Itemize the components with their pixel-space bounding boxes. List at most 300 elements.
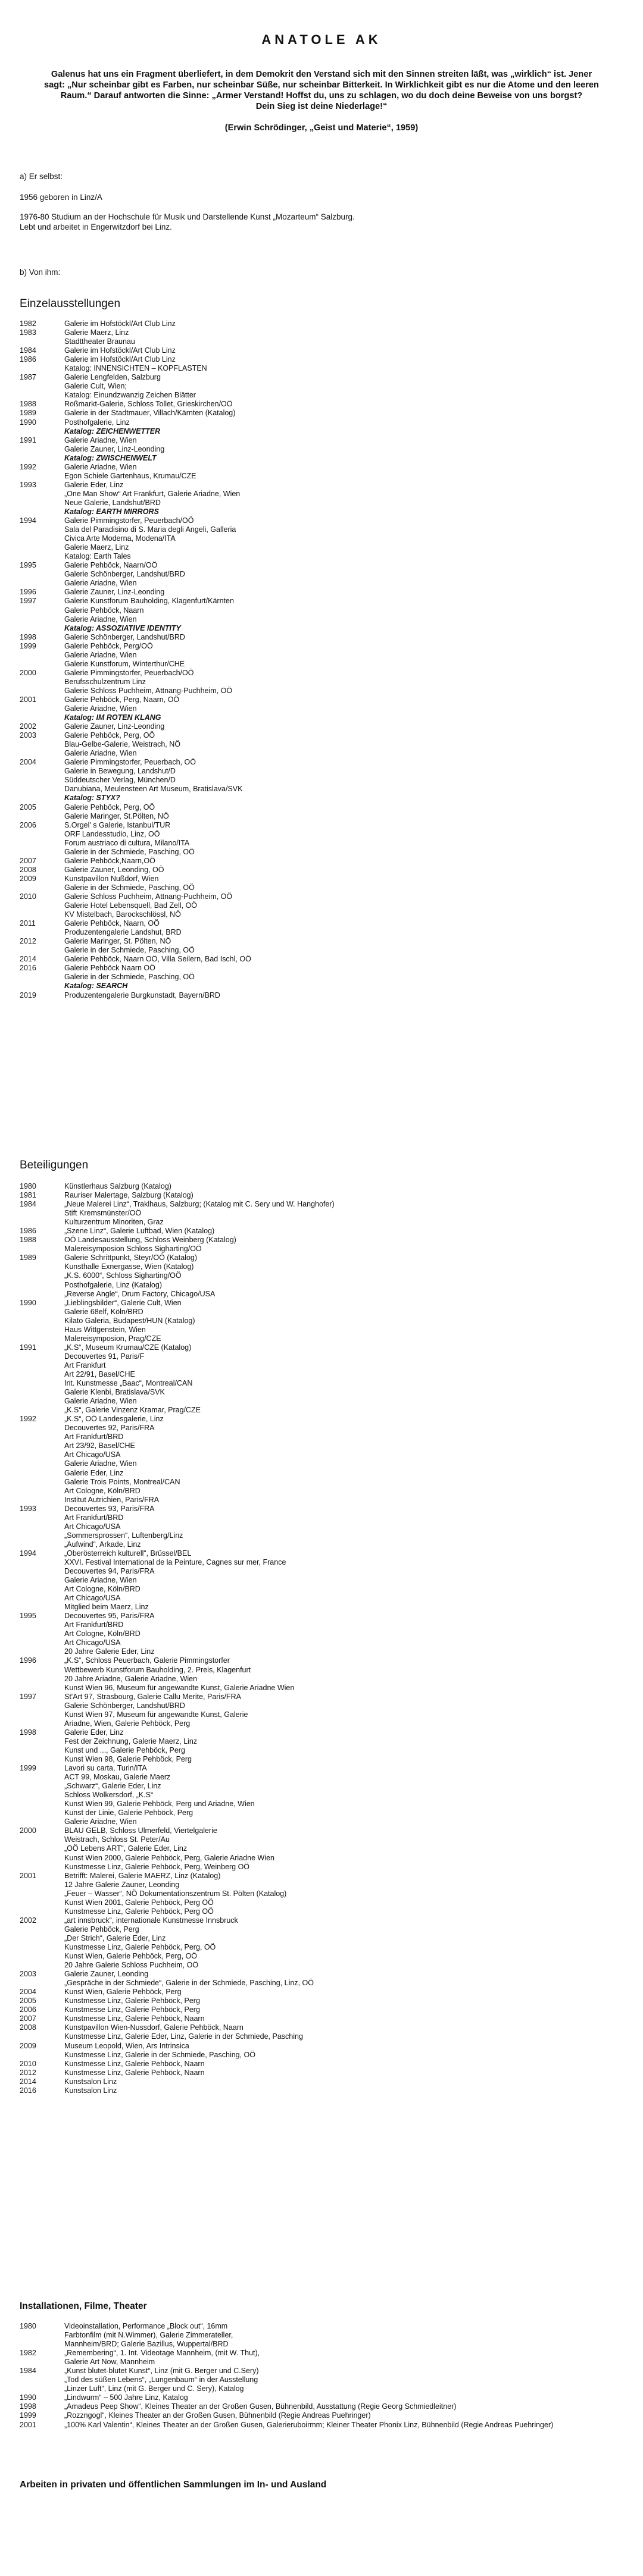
year-label	[20, 1496, 64, 1505]
year-label	[20, 1576, 64, 1585]
list-item	[20, 355, 627, 364]
year-label	[20, 1397, 64, 1406]
quote-line: sagt: „Nur scheinbar gibt es Farben, nur scheinbar Süße, nur scheinbar Bitterkeit. In Wirklichkeit gibt es nur die Atome und den leeren	[44, 80, 599, 90]
year-label	[20, 1889, 64, 1898]
list-item	[20, 687, 627, 695]
list-item	[20, 1262, 627, 1271]
list-item	[20, 1791, 627, 1800]
list-item	[20, 409, 627, 418]
list-item	[20, 1925, 627, 1934]
list-item	[20, 373, 627, 382]
entry-text: S.Orgel' s Galerie, Istanbul/TUR	[64, 820, 171, 829]
entry-text: St'Art 97, Strasbourg, Galerie Callu Merite, Paris/FRA	[64, 1692, 241, 1701]
year-label	[20, 499, 64, 507]
year-label	[20, 1737, 64, 1746]
year-label	[20, 660, 64, 669]
residence-text: Lebt und arbeitet in Engerwitzdorf bei Linz.	[20, 222, 172, 231]
list-item	[20, 588, 627, 597]
list-item	[20, 695, 627, 704]
list-item	[20, 1997, 627, 2005]
list-item	[20, 1809, 627, 1817]
year-label	[20, 1281, 64, 1290]
entry-text: Betrifft: Malerei, Galerie MAERZ, Linz (Katalog)	[64, 1871, 221, 1880]
entry-text: Katalog: IM ROTEN KLANG	[64, 713, 161, 722]
list-item	[20, 1567, 627, 1576]
intro-study	[20, 212, 436, 232]
entry-text: Katalog: STYX?	[64, 794, 120, 803]
year-label	[20, 1854, 64, 1863]
list-item	[20, 1469, 627, 1478]
year-label	[20, 1531, 64, 1540]
list-item	[20, 669, 627, 678]
entry-text: „Szene Linz“, Galerie Luftbad, Wien (Katalog)	[64, 1227, 215, 1236]
year-label	[20, 1433, 64, 1441]
list-item	[20, 1388, 627, 1397]
list-item	[20, 2005, 627, 2014]
list-item	[20, 472, 627, 481]
entry-text: Art Chicago/USA	[64, 1522, 121, 1531]
entry-text: Kunst Wien 98, Galerie Pehböck, Perg	[64, 1755, 192, 1763]
list-item	[20, 1209, 627, 1218]
list-item	[20, 1191, 627, 1200]
year-label	[20, 687, 64, 695]
year-label: 1996	[20, 1656, 36, 1665]
year-label: 2009	[20, 2041, 36, 2050]
year-label	[20, 1647, 64, 1656]
list-item	[20, 722, 627, 731]
entry-text: XXVI. Festival International de la Peinture, Cagnes sur mer, France	[64, 1557, 286, 1566]
entry-text: Mitglied beim Maerz, Linz	[64, 1603, 149, 1612]
year-label: 2012	[20, 2068, 36, 2077]
entry-text: Galerie Ariadne, Wien	[64, 704, 137, 713]
entry-text: Galerie Eder, Linz	[64, 1728, 124, 1737]
list-item	[20, 2042, 627, 2051]
list-item	[20, 2051, 627, 2060]
list-item	[20, 839, 627, 848]
year-label: 2005	[20, 803, 36, 811]
entry-text: „Tod des süßen Lebens“, „Lungenbaum“ in der Ausstellung	[64, 2376, 258, 2384]
list-item	[20, 1773, 627, 1782]
list-item	[20, 1531, 627, 1540]
entry-text: Lavori su carta, Turin/ITA	[64, 1764, 147, 1773]
year-label	[20, 2340, 64, 2349]
list-item	[20, 2421, 627, 2430]
year-label	[20, 901, 64, 910]
list-item	[20, 1236, 627, 1245]
list-item	[20, 1755, 627, 1764]
entry-text: Art Chicago/USA	[64, 1638, 121, 1647]
list-item	[20, 597, 627, 606]
entry-text: „Amadeus Peep Show“, Kleines Theater an der Großen Gusen, Bühnenbild, Ausstattung (Regie Georg Schmiedleitner)	[64, 2402, 457, 2411]
year-label: 1995	[20, 561, 36, 570]
intro-born	[20, 192, 436, 202]
year-label	[20, 794, 64, 803]
year-label: 1982	[20, 2349, 36, 2358]
entry-text: Forum austriaco di cultura, Milano/ITA	[64, 838, 190, 847]
list-item	[20, 1290, 627, 1299]
list-item	[20, 1379, 627, 1388]
year-label: 2003	[20, 731, 36, 740]
entry-text: Kunstsalon Linz	[64, 2077, 117, 2086]
entry-text: Kunst Wien 97, Museum für angewandte Kunst, Galerie	[64, 1710, 248, 1719]
year-label	[20, 624, 64, 633]
entry-text: Decouvertes 92, Paris/FRA	[64, 1424, 155, 1433]
year-label	[20, 543, 64, 552]
entry-text: Kunstmesse Linz, Galerie Pehböck, Perg OÖ	[64, 1907, 214, 1916]
entry-text: Kunst Wien, Galerie Pehböck, Perg, OÖ	[64, 1952, 198, 1961]
year-label	[20, 1585, 64, 1594]
list-item	[20, 875, 627, 883]
list-item	[20, 1603, 627, 1612]
year-label	[20, 1684, 64, 1693]
born-text: 1956 geboren in Linz/A	[20, 193, 102, 202]
list-item	[20, 883, 627, 892]
year-label	[20, 1979, 64, 1988]
year-label: 1986	[20, 1227, 36, 1236]
list-item	[20, 463, 627, 472]
list-item	[20, 1675, 627, 1684]
year-label	[20, 973, 64, 982]
entry-text: Art Frankfurt/BRD	[64, 1433, 124, 1441]
entry-text: 20 Jahre Galerie Eder, Linz	[64, 1647, 155, 1656]
year-label	[20, 1675, 64, 1684]
year-label: 1997	[20, 597, 36, 606]
entry-text: „K.S“, Museum Krumau/CZE (Katalog)	[64, 1343, 192, 1352]
year-label: 1982	[20, 319, 36, 328]
year-label	[20, 1352, 64, 1361]
list-item	[20, 570, 627, 579]
year-label	[20, 1334, 64, 1343]
year-label: 1992	[20, 1415, 36, 1424]
entry-text: Kunst Wien, Galerie Pehböck, Perg	[64, 1988, 182, 1997]
list-item	[20, 2077, 627, 2086]
year-label: 1995	[20, 1612, 36, 1621]
entry-text: Blau-Gelbe-Galerie, Weistrach, NÖ	[64, 740, 180, 749]
year-label: 1990	[20, 1298, 36, 1307]
year-label	[20, 1441, 64, 1450]
year-label	[20, 946, 64, 955]
year-label	[20, 2051, 64, 2060]
entry-text: Galerie Pehböck, Perg, OÖ	[64, 803, 155, 811]
entry-text: OÖ Landesausstellung, Schloss Weinberg (Katalog)	[64, 1236, 236, 1245]
list-item	[20, 525, 627, 534]
list-item	[20, 445, 627, 454]
list-item	[20, 1863, 627, 1872]
year-label	[20, 1218, 64, 1227]
entry-text: Decouvertes 94, Paris/FRA	[64, 1567, 155, 1576]
entry-text: Galerie 68elf, Köln/BRD	[64, 1307, 143, 1316]
year-label: 1993	[20, 1504, 36, 1513]
list-item	[20, 2086, 627, 2095]
list-item	[20, 1397, 627, 1406]
year-label: 1999	[20, 1764, 36, 1773]
entry-text: Egon Schiele Gartenhaus, Krumau/CZE	[64, 471, 196, 480]
entry-text: Art 23/92, Basel/CHE	[64, 1441, 135, 1450]
entry-text: Kunst Wien 2000, Galerie Pehböck, Perg, Galerie Ariadne Wien	[64, 1853, 274, 1862]
year-label	[20, 776, 64, 785]
entry-text: Künstlerhaus Salzburg (Katalog)	[64, 1182, 171, 1190]
entry-text: Galerie in der Stadtmauer, Villach/Kärnten (Katalog)	[64, 409, 236, 418]
year-label	[20, 1406, 64, 1415]
year-label	[20, 2032, 64, 2041]
entry-text: Kulturzentrum Minoriten, Graz	[64, 1218, 164, 1227]
year-label	[20, 552, 64, 561]
list-item	[20, 1889, 627, 1898]
year-label: 2008	[20, 865, 36, 874]
entry-text: „Schwarz“, Galerie Eder, Linz	[64, 1782, 161, 1791]
entry-text: Kunst Wien 96, Museum für angewandte Kunst, Galerie Ariadne Wien	[64, 1683, 295, 1692]
list-item	[20, 1710, 627, 1719]
year-label	[20, 1370, 64, 1379]
list-item	[20, 1308, 627, 1317]
entry-text: Katalog: Earth Tales	[64, 552, 131, 561]
list-item	[20, 319, 627, 328]
list-item	[20, 2402, 627, 2411]
year-label: 2005	[20, 1997, 36, 2005]
list-item	[20, 1638, 627, 1647]
year-label	[20, 1746, 64, 1755]
entry-text: Rauriser Malertage, Salzburg (Katalog)	[64, 1191, 193, 1200]
year-label	[20, 1791, 64, 1800]
entry-text: Stadttheater Braunau	[64, 337, 135, 346]
year-label	[20, 1621, 64, 1629]
entry-text: „Sommersprossen“, Luftenberg/Linz	[64, 1531, 183, 1540]
year-label	[20, 1325, 64, 1334]
year-label: 2016	[20, 964, 36, 973]
entry-text: Galerie Lengfelden, Salzburg	[64, 373, 161, 382]
entry-text: „Kunst blutet-blutet Kunst“, Linz (mit G. Berger und C.Sery)	[64, 2367, 259, 2376]
entry-text: Galerie Cult, Wien;	[64, 382, 127, 391]
year-label	[20, 579, 64, 588]
list-item	[20, 1513, 627, 1522]
entry-text: Museum Leopold, Wien, Ars Intrinsica	[64, 2041, 189, 2050]
list-item	[20, 382, 627, 391]
year-label: 2014	[20, 955, 36, 964]
list-item	[20, 2376, 627, 2384]
entry-text: Galerie Schönberger, Landshut/BRD	[64, 570, 185, 579]
list-item	[20, 651, 627, 660]
list-item	[20, 713, 627, 722]
year-label	[20, 454, 64, 463]
entry-text: Kunst Wien 99, Galerie Pehböck, Perg und Ariadne, Wien	[64, 1800, 255, 1809]
list-item	[20, 400, 627, 409]
list-item	[20, 1872, 627, 1881]
entry-text: Galerie Pehböck, Naarn OÖ, Villa Seilern, Bad Ischl, OÖ	[64, 955, 251, 964]
entry-text: Galerie Art Now, Mannheim	[64, 2358, 155, 2367]
quote-line: Dein Sieg ist deine Niederlage!“	[255, 102, 388, 111]
intro-a-label	[20, 171, 436, 181]
year-label	[20, 1907, 64, 1916]
list-item	[20, 848, 627, 857]
list-item	[20, 642, 627, 651]
year-label	[20, 2331, 64, 2340]
entry-text: Kunstmesse Linz, Galerie in der Schmiede, Pasching, OÖ	[64, 2050, 255, 2059]
year-label	[20, 1835, 64, 1844]
entry-text: Neue Galerie, Landshut/BRD	[64, 498, 161, 507]
year-label	[20, 1361, 64, 1370]
list-item	[20, 534, 627, 543]
year-label	[20, 848, 64, 857]
year-label: 1992	[20, 462, 36, 471]
list-item	[20, 1325, 627, 1334]
entry-text: Galerie Schloss Puchheim, Attnang-Puchheim, OÖ	[64, 892, 233, 901]
list-item	[20, 991, 627, 1000]
year-label: 2006	[20, 2005, 36, 2014]
entry-text: Galerie Ariadne, Wien	[64, 579, 137, 588]
section-title-einzelausstellungen: Einzelausstellungen	[20, 297, 121, 310]
year-label	[20, 1881, 64, 1889]
list-item	[20, 1218, 627, 1227]
entry-text: 20 Jahre Galerie Schloss Puchheim, OÖ	[64, 1961, 199, 1970]
intro-a-text: a) Er selbst:	[20, 172, 63, 181]
list-item	[20, 1415, 627, 1424]
list-item	[20, 1281, 627, 1290]
entry-text: „OÖ Lebens ART“, Galerie Eder, Linz	[64, 1844, 188, 1853]
list-item	[20, 2358, 627, 2367]
list-item	[20, 1522, 627, 1531]
entry-text: Kunstmesse Linz, Galerie Pehböck, Naarn	[64, 2068, 205, 2077]
entry-text: Art Chicago/USA	[64, 1450, 121, 1459]
entry-text: Galerie in Bewegung, Landshut/D	[64, 767, 176, 776]
year-label	[20, 1638, 64, 1647]
year-label: 2010	[20, 2059, 36, 2068]
year-label	[20, 767, 64, 776]
year-label	[20, 1701, 64, 1710]
list-item	[20, 892, 627, 901]
entry-text: Galerie Hotel Lebensquell, Bad Zell, OÖ	[64, 901, 198, 910]
list-item	[20, 1701, 627, 1710]
einzelausstellungen-list	[20, 319, 627, 1000]
list-item	[20, 812, 627, 821]
entry-text: Galerie Ariadne, Wien	[64, 435, 137, 444]
entry-text: Kunstmesse Linz, Galerie Pehböck, Perg, Weinberg OÖ	[64, 1862, 250, 1871]
list-item	[20, 328, 627, 337]
entry-text: Galerie im Hofstöckl/Art Club Linz	[64, 346, 176, 355]
entry-text: „K.S. 6000“, Schloss Sigharting/OÖ	[64, 1271, 182, 1280]
entry-text: Malereisymposion Schloss Sigharting/OÖ	[64, 1245, 202, 1253]
year-label	[20, 337, 64, 346]
year-label	[20, 839, 64, 848]
list-item	[20, 2032, 627, 2041]
year-label	[20, 1603, 64, 1612]
list-item	[20, 1737, 627, 1746]
entry-text: „art innsbruck“, internationale Kunstmesse Innsbruck	[64, 1916, 238, 1925]
year-label: 2003	[20, 1970, 36, 1979]
entry-text: Galerie Ariadne, Wien	[64, 1459, 137, 1468]
list-item	[20, 964, 627, 973]
entry-text: Kunstmesse Linz, Galerie Pehböck, Perg, OÖ	[64, 1942, 216, 1951]
list-item	[20, 1621, 627, 1629]
list-item	[20, 2069, 627, 2077]
entry-text: Galerie Zauner, Leonding, OÖ	[64, 865, 164, 874]
year-label	[20, 1666, 64, 1675]
year-label	[20, 570, 64, 579]
year-label	[20, 1487, 64, 1496]
entry-text: Sala del Paradisino di S. Maria degli Angeli, Galleria	[64, 525, 236, 534]
year-label: 2007	[20, 2014, 36, 2023]
year-label	[20, 1934, 64, 1943]
list-item	[20, 660, 627, 669]
year-label: 1990	[20, 2393, 36, 2402]
year-label	[20, 2376, 64, 2384]
list-item	[20, 1719, 627, 1728]
list-item	[20, 1478, 627, 1487]
year-label: 1984	[20, 1200, 36, 1209]
list-item	[20, 1487, 627, 1496]
list-item	[20, 866, 627, 875]
year-label	[20, 812, 64, 821]
entry-text: Decouvertes 91, Paris/F	[64, 1352, 145, 1361]
list-item	[20, 507, 627, 516]
year-label	[20, 1478, 64, 1487]
entry-text: Galerie Maringer, St. Pölten, NÖ	[64, 937, 171, 946]
list-item	[20, 1317, 627, 1325]
entry-text: Katalog: Einundzwanzig Zeichen Blätter	[64, 391, 196, 400]
list-item	[20, 615, 627, 624]
year-label	[20, 1540, 64, 1549]
list-item	[20, 928, 627, 937]
list-item	[20, 1496, 627, 1505]
entry-text: Galerie in der Schmiede, Pasching, OÖ	[64, 946, 195, 955]
list-item	[20, 1826, 627, 1835]
year-label	[20, 1388, 64, 1397]
list-item	[20, 2322, 627, 2331]
year-label	[20, 1379, 64, 1388]
list-item	[20, 418, 627, 427]
year-label	[20, 1629, 64, 1638]
year-label: 1991	[20, 435, 36, 444]
entry-text: Weistrach, Schloss St. Peter/Au	[64, 1835, 170, 1844]
entry-text: Katalog: ASSOZIATIVE IDENTITY	[64, 623, 181, 632]
entry-text: Galerie Pehböck, Naarn/OÖ	[64, 561, 158, 570]
list-item	[20, 1245, 627, 1253]
entry-text: Galerie Pehböck, Perg, OÖ	[64, 731, 155, 740]
list-item	[20, 803, 627, 812]
entry-text: Kunstmesse Linz, Galerie Pehböck, Perg	[64, 1997, 200, 2005]
list-item	[20, 1361, 627, 1370]
year-label	[20, 1961, 64, 1970]
list-item	[20, 1352, 627, 1361]
entry-text: Kunstpavillon Nußdorf, Wien	[64, 874, 159, 883]
list-item	[20, 490, 627, 499]
entry-text: Galerie im Hofstöckl/Art Club Linz	[64, 355, 176, 364]
year-label	[20, 1719, 64, 1728]
entry-text: Kunstmesse Linz, Galerie Pehböck, Perg	[64, 2005, 200, 2014]
list-item	[20, 1612, 627, 1621]
entry-text: „K.S“, Galerie Vinzenz Kramar, Prag/CZE	[64, 1406, 201, 1415]
year-label	[20, 427, 64, 436]
year-label: 2016	[20, 2086, 36, 2095]
entry-text: Galerie Klenbi, Bratislava/SVK	[64, 1388, 165, 1397]
entry-text: Posthofgalerie, Linz (Katalog)	[64, 1280, 162, 1289]
list-item	[20, 946, 627, 955]
beteiligungen-list	[20, 1182, 627, 2095]
list-item	[20, 552, 627, 561]
list-item	[20, 633, 627, 642]
entry-text: „K.S“, OÖ Landesgalerie, Linz	[64, 1415, 164, 1424]
year-label: 1996	[20, 588, 36, 597]
list-item	[20, 785, 627, 794]
year-label	[20, 1450, 64, 1459]
entry-text: Katalog: ZWISCHENWELT	[64, 453, 157, 462]
entry-text: Galerie Ariadne, Wien	[64, 462, 137, 471]
entry-text: Fest der Zeichnung, Galerie Maerz, Linz	[64, 1737, 198, 1745]
entry-text: Stift Kremsmünster/OÖ	[64, 1209, 142, 1218]
section-title-sammlungen: Arbeiten in privaten und öffentlichen Sammlungen im In- und Ausland	[20, 2480, 327, 2490]
year-label: 2010	[20, 892, 36, 901]
list-item	[20, 731, 627, 740]
list-item	[20, 1433, 627, 1441]
